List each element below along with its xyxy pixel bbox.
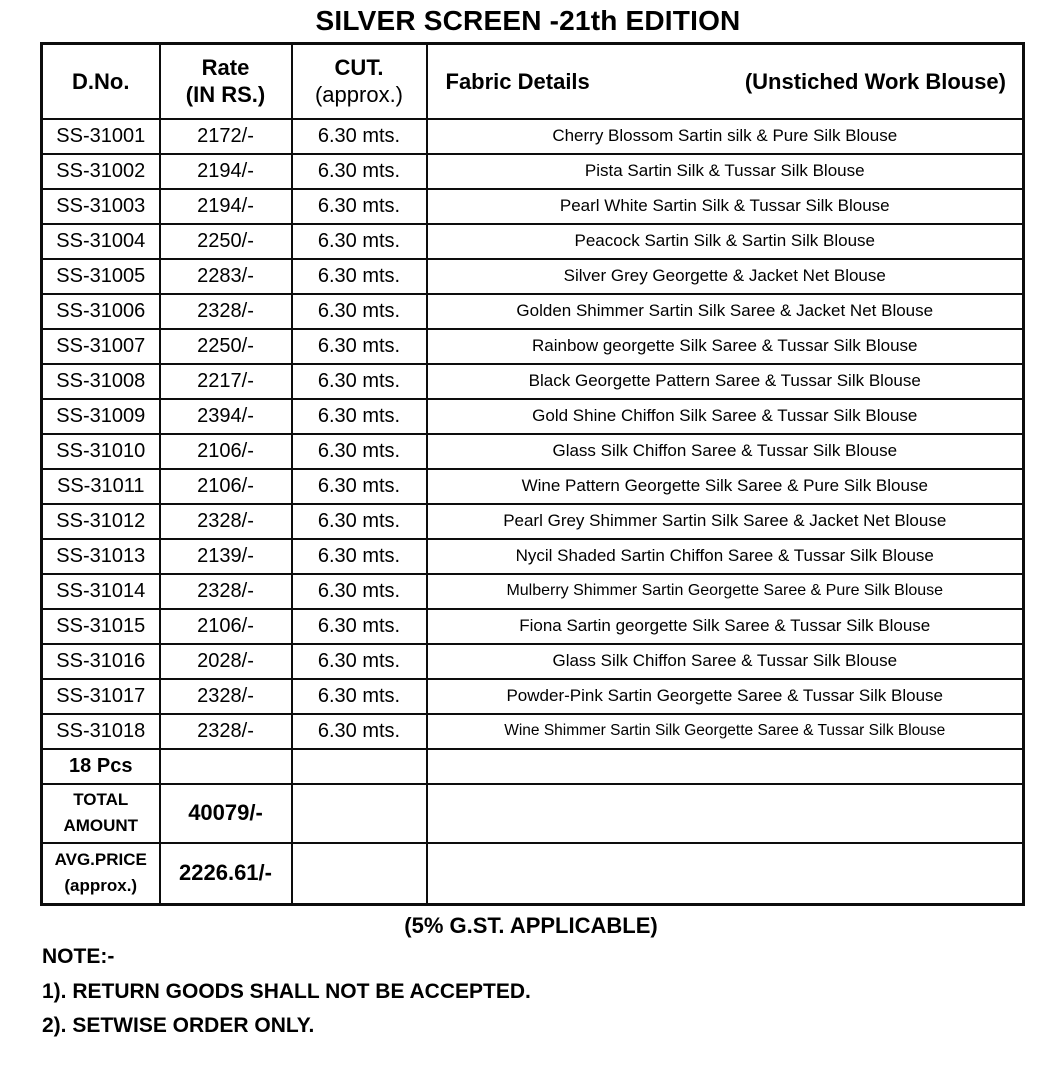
table-row — [42, 259, 1024, 294]
design-number-cell: SS-31015 — [42, 609, 160, 644]
rate-cell: 2217/- — [160, 364, 292, 399]
rate-cell: 2283/- — [160, 259, 292, 294]
rate-cell: 2172/- — [160, 119, 292, 154]
total-amount-row — [42, 784, 1024, 843]
pcs-count: 18 Pcs — [42, 749, 160, 784]
design-number-cell: SS-31004 — [42, 224, 160, 259]
empty-cell — [427, 843, 1024, 905]
rate-cell: 2328/- — [160, 714, 292, 749]
design-number-cell: SS-31003 — [42, 189, 160, 224]
rate-label: Rate — [201, 54, 250, 80]
cut-cell: 6.30 mts. — [292, 539, 427, 574]
empty-cell — [427, 749, 1024, 784]
pcs-row — [42, 749, 1024, 784]
page-title: SILVER SCREEN -21th EDITION — [315, 5, 741, 36]
cut-label: CUT. — [334, 54, 384, 80]
empty-cell — [160, 749, 292, 784]
fabric-details-cell: Peacock Sartin Silk & Sartin Silk Blouse — [427, 224, 1024, 259]
fabric-details-cell: Pearl Grey Shimmer Sartin Silk Saree & Jacket Net Blouse — [427, 504, 1024, 539]
fabric-details-cell: Wine Shimmer Sartin Silk Georgette Saree & Tussar Silk Blouse — [427, 714, 1024, 749]
design-number-cell: SS-31011 — [42, 469, 160, 504]
table-row — [42, 224, 1024, 259]
cut-cell: 6.30 mts. — [292, 119, 427, 154]
design-number-cell: SS-31007 — [42, 329, 160, 364]
cut-cell: 6.30 mts. — [292, 154, 427, 189]
empty-cell — [292, 843, 427, 905]
table-row — [42, 364, 1024, 399]
empty-cell — [292, 784, 427, 843]
cut-cell: 6.30 mts. — [292, 574, 427, 609]
cut-cell: 6.30 mts. — [292, 399, 427, 434]
cut-cell: 6.30 mts. — [292, 329, 427, 364]
table-row — [42, 329, 1024, 364]
table-row — [42, 609, 1024, 644]
column-header-cut — [292, 44, 427, 119]
fabric-details-cell: Golden Shimmer Sartin Silk Saree & Jacket Net Blouse — [427, 294, 1024, 329]
fabric-details-cell: Pearl White Sartin Silk & Tussar Silk Blouse — [427, 189, 1024, 224]
fabric-details-cell: Fiona Sartin georgette Silk Saree & Tussar Silk Blouse — [427, 609, 1024, 644]
cut-cell: 6.30 mts. — [292, 679, 427, 714]
fabric-details-cell: Powder-Pink Sartin Georgette Saree & Tussar Silk Blouse — [427, 679, 1024, 714]
table-header-row — [42, 44, 1024, 119]
design-number-cell: SS-31018 — [42, 714, 160, 749]
table-row — [42, 574, 1024, 609]
rate-cell: 2250/- — [160, 329, 292, 364]
cut-cell: 6.30 mts. — [292, 504, 427, 539]
design-number-cell: SS-31008 — [42, 364, 160, 399]
cut-cell: 6.30 mts. — [292, 224, 427, 259]
fabric-details-cell: Nycil Shaded Sartin Chiffon Saree & Tussar Silk Blouse — [427, 539, 1024, 574]
rate-cell: 2328/- — [160, 679, 292, 714]
table-row — [42, 434, 1024, 469]
rate-cell: 2394/- — [160, 399, 292, 434]
rate-cell: 2194/- — [160, 189, 292, 224]
avg-price-value: 2226.61/- — [160, 843, 292, 905]
column-header-dno: D.No. — [42, 44, 160, 119]
rate-cell: 2106/- — [160, 469, 292, 504]
table-row — [42, 644, 1024, 679]
column-header-rate — [160, 44, 292, 119]
note-section — [42, 946, 531, 1049]
table-row — [42, 504, 1024, 539]
design-number-cell: SS-31012 — [42, 504, 160, 539]
design-number-cell: SS-31013 — [42, 539, 160, 574]
design-number-cell: SS-31017 — [42, 679, 160, 714]
table-row — [42, 154, 1024, 189]
fabric-details-cell: Pista Sartin Silk & Tussar Silk Blouse — [427, 154, 1024, 189]
fabric-details-cell: Rainbow georgette Silk Saree & Tussar Silk Blouse — [427, 329, 1024, 364]
rate-cell: 2139/- — [160, 539, 292, 574]
empty-cell — [427, 784, 1024, 843]
rate-cell: 2194/- — [160, 154, 292, 189]
price-list-table — [40, 42, 1025, 906]
design-number-cell: SS-31005 — [42, 259, 160, 294]
cut-cell: 6.30 mts. — [292, 259, 427, 294]
fabric-details-cell: Wine Pattern Georgette Silk Saree & Pure Silk Blouse — [427, 469, 1024, 504]
design-number-cell: SS-31002 — [42, 154, 160, 189]
cut-cell: 6.30 mts. — [292, 189, 427, 224]
fabric-details-cell: Cherry Blossom Sartin silk & Pure Silk Blouse — [427, 119, 1024, 154]
design-number-cell: SS-31009 — [42, 399, 160, 434]
fabric-details-cell: Gold Shine Chiffon Silk Saree & Tussar Silk Blouse — [427, 399, 1024, 434]
avg-price-label: AVG.PRICE (approx.) — [42, 843, 160, 905]
table-body — [42, 119, 1024, 749]
note-item-2: 2). SETWISE ORDER ONLY. — [42, 1014, 315, 1037]
fabric-sublabel: (Unstiched Work Blouse) — [744, 68, 1006, 94]
total-amount-value: 40079/- — [160, 784, 292, 843]
table-row — [42, 189, 1024, 224]
column-header-fabric — [427, 44, 1024, 119]
empty-cell — [292, 749, 427, 784]
rate-cell: 2106/- — [160, 434, 292, 469]
design-number-cell: SS-31006 — [42, 294, 160, 329]
cut-cell: 6.30 mts. — [292, 714, 427, 749]
rate-cell: 2106/- — [160, 609, 292, 644]
fabric-label: Fabric Details — [445, 68, 590, 94]
note-heading: NOTE:- — [42, 945, 115, 968]
table-summary — [42, 749, 1024, 905]
rate-cell: 2250/- — [160, 224, 292, 259]
cut-cell: 6.30 mts. — [292, 294, 427, 329]
cut-cell: 6.30 mts. — [292, 434, 427, 469]
rate-cell: 2028/- — [160, 644, 292, 679]
design-number-cell: SS-31001 — [42, 119, 160, 154]
rate-cell: 2328/- — [160, 574, 292, 609]
cut-cell: 6.30 mts. — [292, 609, 427, 644]
cut-cell: 6.30 mts. — [292, 644, 427, 679]
avg-price-row — [42, 843, 1024, 905]
table-row — [42, 294, 1024, 329]
cut-sublabel: (approx.) — [314, 82, 404, 108]
table-row — [42, 714, 1024, 749]
rate-cell: 2328/- — [160, 294, 292, 329]
fabric-details-cell: Black Georgette Pattern Saree & Tussar Silk Blouse — [427, 364, 1024, 399]
fabric-details-cell: Silver Grey Georgette & Jacket Net Blouse — [427, 259, 1024, 294]
total-amount-label: TOTAL AMOUNT — [42, 784, 160, 843]
table-row — [42, 119, 1024, 154]
rate-cell: 2328/- — [160, 504, 292, 539]
fabric-details-cell: Glass Silk Chiffon Saree & Tussar Silk Blouse — [427, 434, 1024, 469]
table-row — [42, 469, 1024, 504]
fabric-details-cell: Glass Silk Chiffon Saree & Tussar Silk Blouse — [427, 644, 1024, 679]
design-number-cell: SS-31014 — [42, 574, 160, 609]
design-number-cell: SS-31010 — [42, 434, 160, 469]
rate-sublabel: (IN RS.) — [185, 82, 266, 108]
cut-cell: 6.30 mts. — [292, 469, 427, 504]
design-number-cell: SS-31016 — [42, 644, 160, 679]
fabric-details-cell: Mulberry Shimmer Sartin Georgette Saree & Pure Silk Blouse — [427, 574, 1024, 609]
note-item-1: 1). RETURN GOODS SHALL NOT BE ACCEPTED. — [42, 980, 531, 1003]
table-row — [42, 399, 1024, 434]
cut-cell: 6.30 mts. — [292, 364, 427, 399]
gst-note: (5% G.ST. APPLICABLE) — [404, 913, 658, 938]
table-row — [42, 679, 1024, 714]
table-row — [42, 539, 1024, 574]
